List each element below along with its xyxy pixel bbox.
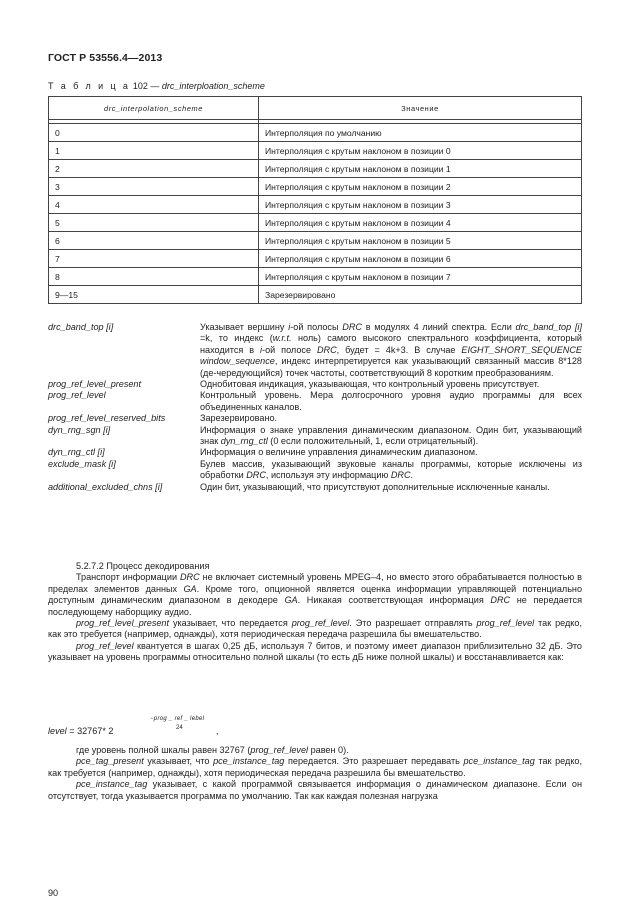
definition-term: prog_ref_level_present <box>48 379 142 390</box>
table-row <box>49 178 582 196</box>
definition-desc: Булев массив, указывающий звуковые каналы программы, которые исключены из обработки DRC, используя эту информацию DRC. <box>200 458 582 481</box>
paragraph-2: prog_ref_level_present указывает, что передается prog_ref_level. Это разрешает отправлять prog_ref_level так редко, как это требуется (например, однажды), хотя периодическая передача разрешила бы вмешательство. <box>48 618 582 640</box>
table-row <box>49 286 582 304</box>
definition-term: prog_ref_level <box>48 390 106 401</box>
paragraph-5: pce_tag_present указывает, что pce_instance_tag передается. Это разрешает передавать pce_instance_tag так редко, как требуется (например, однажды), хотя периодическая передача разрешила бы вмешательство. <box>48 756 582 778</box>
table-header-row <box>49 97 582 120</box>
table-row <box>49 250 582 268</box>
definition-row <box>48 425 582 448</box>
cell-value: Интерполяция с крутым наклоном в позиции 7 <box>259 268 582 286</box>
formula-comma: , <box>216 726 219 736</box>
paragraph-4: где уровень полной шкалы равен 32767 (prog_ref_level равен 0). <box>76 745 349 755</box>
table-row <box>49 160 582 178</box>
definition-desc: Однобитовая индикация, указывающая, что контрольный уровень присутствует. <box>200 379 540 390</box>
cell-scheme: 8 <box>49 268 259 286</box>
section-body <box>48 561 582 664</box>
cell-scheme: 5 <box>49 214 259 232</box>
definition-desc: Зарезервировано. <box>200 413 278 424</box>
caption-prefix: Т а б л и ц а <box>48 81 131 91</box>
paragraph-1: Транспорт информации DRC не включает системный уровень MPEG–4, но вместо этого обрабатывается полностью в пределах элементов данных GA. Кроме того, опционной является оценка информации управляющей потенциально доступным динамическим диапазоном в декодере GA. Никакая соответствующая информация DRC не передается последующему наборщику аудио. <box>48 572 583 617</box>
formula-lhs: level <box>48 726 67 736</box>
cell-value: Интерполяция с крутым наклоном в позиции 1 <box>259 160 582 178</box>
cell-value: Интерполяция с крутым наклоном в позиции 5 <box>259 232 582 250</box>
col-header-value: Значение <box>259 97 582 120</box>
cell-scheme: 0 <box>49 124 259 142</box>
paragraph-6: pce_instance_tag указывает, с какой программой связывается информация о динамическом диапазоне. Если он отсутствует, тогда указывается программа по умолчанию. Так как каждая полезная нагрузка <box>48 779 582 801</box>
col-header-scheme: drc_interpolation_scheme <box>49 97 259 120</box>
section-body-2 <box>48 745 582 802</box>
definition-term: additional_excluded_chns [i] <box>48 481 163 492</box>
cell-value: Интерполяция с крутым наклоном в позиции 2 <box>259 178 582 196</box>
table-row <box>49 268 582 286</box>
table-row <box>49 232 582 250</box>
cell-value: Интерполяция с крутым наклоном в позиции 4 <box>259 214 582 232</box>
cell-scheme: 2 <box>49 160 259 178</box>
cell-scheme: 4 <box>49 196 259 214</box>
cell-value: Интерполяция с крутым наклоном в позиции 0 <box>259 142 582 160</box>
definition-term: dyn_rng_sgn [i] <box>48 424 111 435</box>
cell-scheme: 1 <box>49 142 259 160</box>
interpolation-table <box>48 96 582 304</box>
definitions-list <box>48 322 582 493</box>
cell-value: Интерполяция с крутым наклоном в позиции 6 <box>259 250 582 268</box>
definition-row <box>48 413 582 424</box>
caption-number: 102 — <box>132 81 160 91</box>
table-row <box>49 124 582 142</box>
definition-row <box>48 447 582 458</box>
section-heading: 5.2.7.2 Процесс декодирования <box>76 561 210 571</box>
cell-scheme: 3 <box>49 178 259 196</box>
caption-name: drc_interploation_scheme <box>161 81 265 91</box>
definition-desc: Контрольный уровень. Мера долгосрочного уровня аудио программы для всех объединенных каналов. <box>200 390 582 412</box>
table-caption <box>48 81 265 91</box>
definition-row <box>48 379 582 390</box>
definition-row <box>48 390 582 413</box>
standard-header: ГОСТ Р 53556.4—2013 <box>48 52 163 64</box>
level-formula <box>48 716 582 744</box>
definition-row <box>48 322 582 379</box>
definition-desc: Информация о знаке управления динамическим диапазоном. Один бит, указывающий знак dyn_rng_ctl (0 если положительный, 1, если отрицательный). <box>200 424 582 447</box>
definition-term: dyn_rng_ctl [i] <box>48 447 105 458</box>
page-number: 90 <box>48 888 59 898</box>
definition-row <box>48 459 582 482</box>
formula-mid: = 32767* 2 <box>66 726 114 736</box>
definition-desc: Указывает вершину i-ой полосы DRC в модулях 4 линий спектра. Если drc_band_top [i] =k, то индекс (w.r.t. ноль) самого высокого спектрального коэффициента, который находится в i-ой полосе DRC, будет = 4k+3. В случае EIGHT_SHORT_SEQUENCE window_sequence, индекс интерпретируется как указывающий связанный массив 8*128 (де-чередующийся) точек частоты, соответствующий 8 коротким преобразованиям. <box>200 322 582 378</box>
definition-row <box>48 482 582 493</box>
table-row <box>49 214 582 232</box>
cell-value: Интерполяция с крутым наклоном в позиции 3 <box>259 196 582 214</box>
cell-scheme: 6 <box>49 232 259 250</box>
cell-value: Зарезервировано <box>259 286 582 304</box>
paragraph-3: prog_ref_level квантуется в шагах 0,25 дБ, используя 7 битов, и поэтому имеет диапазон приблизительно 32 дБ. Это указывает на уровень программы относительно полной шкалы (то есть дБ ниже полной шкалы) и восстанавливается как: <box>48 640 582 663</box>
cell-scheme: 9—15 <box>49 286 259 304</box>
definition-desc: Информация о величине управления динамическим диапазоном. <box>200 447 478 458</box>
definition-desc: Один бит, указывающий, что присутствуют дополнительные исключенные каналы. <box>200 481 550 492</box>
formula-exponent: −prog _ ref _ lebel <box>150 716 205 722</box>
table-row <box>49 142 582 160</box>
definition-term: prog_ref_level_reserved_bits <box>48 413 166 424</box>
definition-term: drc_band_top [i] <box>48 322 114 332</box>
cell-scheme: 7 <box>49 250 259 268</box>
table-row <box>49 196 582 214</box>
cell-value: Интерполяция по умолчанию <box>259 124 582 142</box>
formula-denominator: 24 <box>176 725 183 731</box>
definition-term: exclude_mask [i] <box>48 458 116 469</box>
